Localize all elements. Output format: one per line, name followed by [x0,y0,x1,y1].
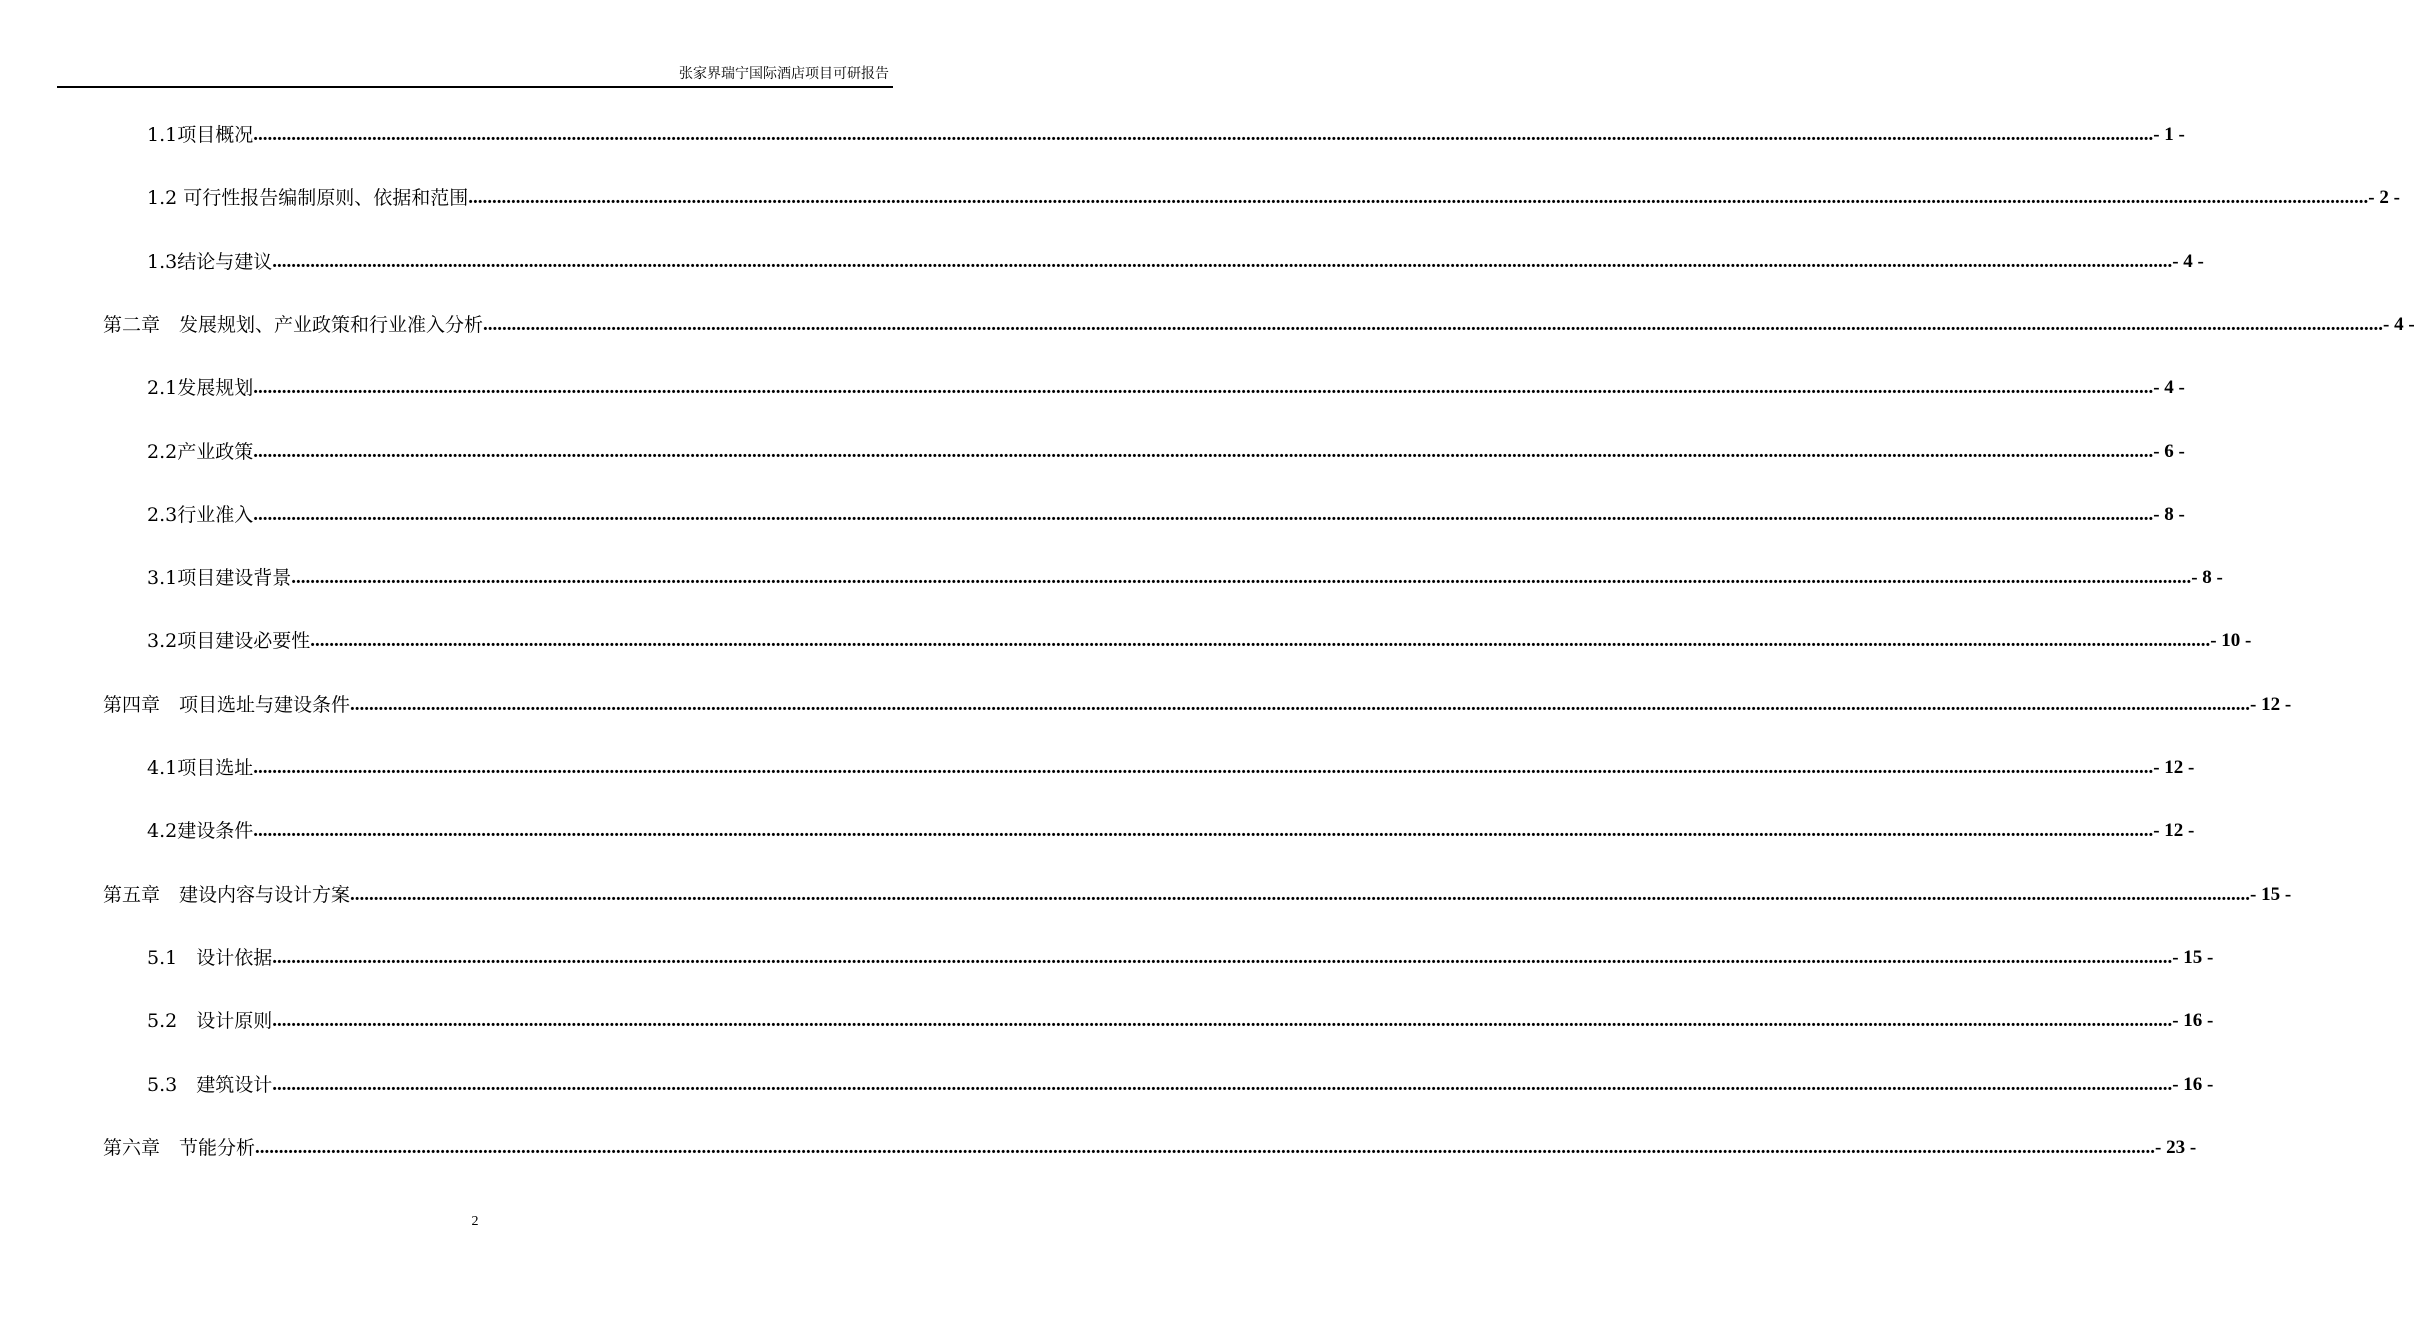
toc-entry-page: - 16 - [2172,1074,2214,1095]
toc-dot-leader: ................................................................................................................................................................................................................................................................................................................................................................................................................ [272,947,2173,968]
toc-dot-leader: ................................................................................................................................................................................................................................................................................................................................................................................................................ [253,504,2154,525]
toc-dot-leader: ................................................................................................................................................................................................................................................................................................................................................................................................................ [272,251,2173,272]
toc-entry-title: 1.1项目概况 [147,124,254,146]
toc-entry-title: 4.1项目选址 [147,757,254,779]
header-title: 张家界瑞宁国际酒店项目可研报告 [679,66,889,82]
toc-entry-title: 2.2产业政策 [147,441,254,463]
toc-entry[interactable] [147,497,2185,527]
toc-entry-page: - 4 - [2153,377,2185,398]
toc-dot-leader: ................................................................................................................................................................................................................................................................................................................................................................................................................ [255,1137,2156,1158]
toc-entry-title: 3.2项目建设必要性 [147,630,311,652]
toc-entry-page: - 12 - [2153,820,2195,841]
toc-dot-leader: ................................................................................................................................................................................................................................................................................................................................................................................................................ [310,630,2211,651]
toc-entry[interactable] [147,244,2204,274]
toc-entry-page: - 23 - [2155,1137,2197,1158]
toc-entry[interactable] [103,1130,2197,1160]
toc-entry-page: - 2 - [2368,187,2400,208]
toc-entry-page: - 1 - [2153,124,2185,145]
toc-entry-title: 第四章 项目选址与建设条件 [103,694,351,716]
toc-entry-page: - 15 - [2250,884,2292,905]
toc-dot-leader: ................................................................................................................................................................................................................................................................................................................................................................................................................ [291,567,2192,588]
toc-entry-title: 第二章 发展规划、产业政策和行业准入分析 [103,314,484,336]
toc-entry-page: - 4 - [2172,251,2204,272]
toc-dot-leader: ................................................................................................................................................................................................................................................................................................................................................................................................................ [253,820,2154,841]
toc-entry-page: - 8 - [2153,504,2185,525]
toc-entry-page: - 10 - [2210,630,2252,651]
toc-entry[interactable] [147,750,2195,780]
toc-entry-page: - 15 - [2172,947,2214,968]
toc-entry[interactable] [147,623,2252,653]
toc-entry[interactable] [147,180,2400,210]
toc-dot-leader: ................................................................................................................................................................................................................................................................................................................................................................................................................ [253,377,2154,398]
toc-entry[interactable] [147,434,2185,464]
toc-dot-leader: ................................................................................................................................................................................................................................................................................................................................................................................................................ [350,884,2251,905]
toc-entry[interactable] [147,560,2223,590]
toc-entry-page: - 4 - [2383,314,2415,335]
toc-entry-page: - 8 - [2191,567,2223,588]
toc-entry-page: - 12 - [2153,757,2195,778]
toc-entry-title: 2.3行业准入 [147,504,254,526]
toc-entry[interactable] [147,117,2185,147]
toc-dot-leader: ................................................................................................................................................................................................................................................................................................................................................................................................................ [253,757,2154,778]
toc-entry[interactable] [147,813,2195,843]
toc-entry-title: 1.2 可行性报告编制原则、依据和范围 [147,187,469,209]
page-number: 2 [471,1214,479,1229]
toc-entry-title: 3.1项目建设背景 [147,567,292,589]
toc-dot-leader: ................................................................................................................................................................................................................................................................................................................................................................................................................ [468,187,2369,208]
toc-entry-page: - 16 - [2172,1010,2214,1031]
toc-entry[interactable] [147,940,2214,970]
toc-entry-title: 2.1发展规划 [147,377,254,399]
toc-entry[interactable] [103,877,2292,907]
toc-dot-leader: ................................................................................................................................................................................................................................................................................................................................................................................................................ [350,694,2251,715]
toc-entry-title: 1.3结论与建议 [147,251,273,273]
toc-entry-title: 第六章 节能分析 [103,1137,256,1159]
toc-entry-title: 第五章 建设内容与设计方案 [103,884,351,906]
toc-entry-title: 5.1 设计依据 [147,947,273,969]
toc-entry[interactable] [147,1003,2214,1033]
toc-dot-leader: ................................................................................................................................................................................................................................................................................................................................................................................................................ [253,441,2154,462]
toc-entry-page: - 6 - [2153,441,2185,462]
toc-dot-leader: ................................................................................................................................................................................................................................................................................................................................................................................................................ [483,314,2384,335]
toc-entry-title: 5.3 建筑设计 [147,1074,273,1096]
toc-entry[interactable] [103,687,2292,717]
toc-entry-page: - 12 - [2250,694,2292,715]
toc-entry-title: 5.2 设计原则 [147,1010,273,1032]
toc-entry[interactable] [147,370,2185,400]
toc-dot-leader: ................................................................................................................................................................................................................................................................................................................................................................................................................ [272,1074,2173,1095]
toc-entry[interactable] [147,1067,2214,1097]
toc-entry[interactable] [103,307,2415,337]
toc-dot-leader: ................................................................................................................................................................................................................................................................................................................................................................................................................ [272,1010,2173,1031]
toc-dot-leader: ................................................................................................................................................................................................................................................................................................................................................................................................................ [253,124,2154,145]
toc-entry-title: 4.2建设条件 [147,820,254,842]
